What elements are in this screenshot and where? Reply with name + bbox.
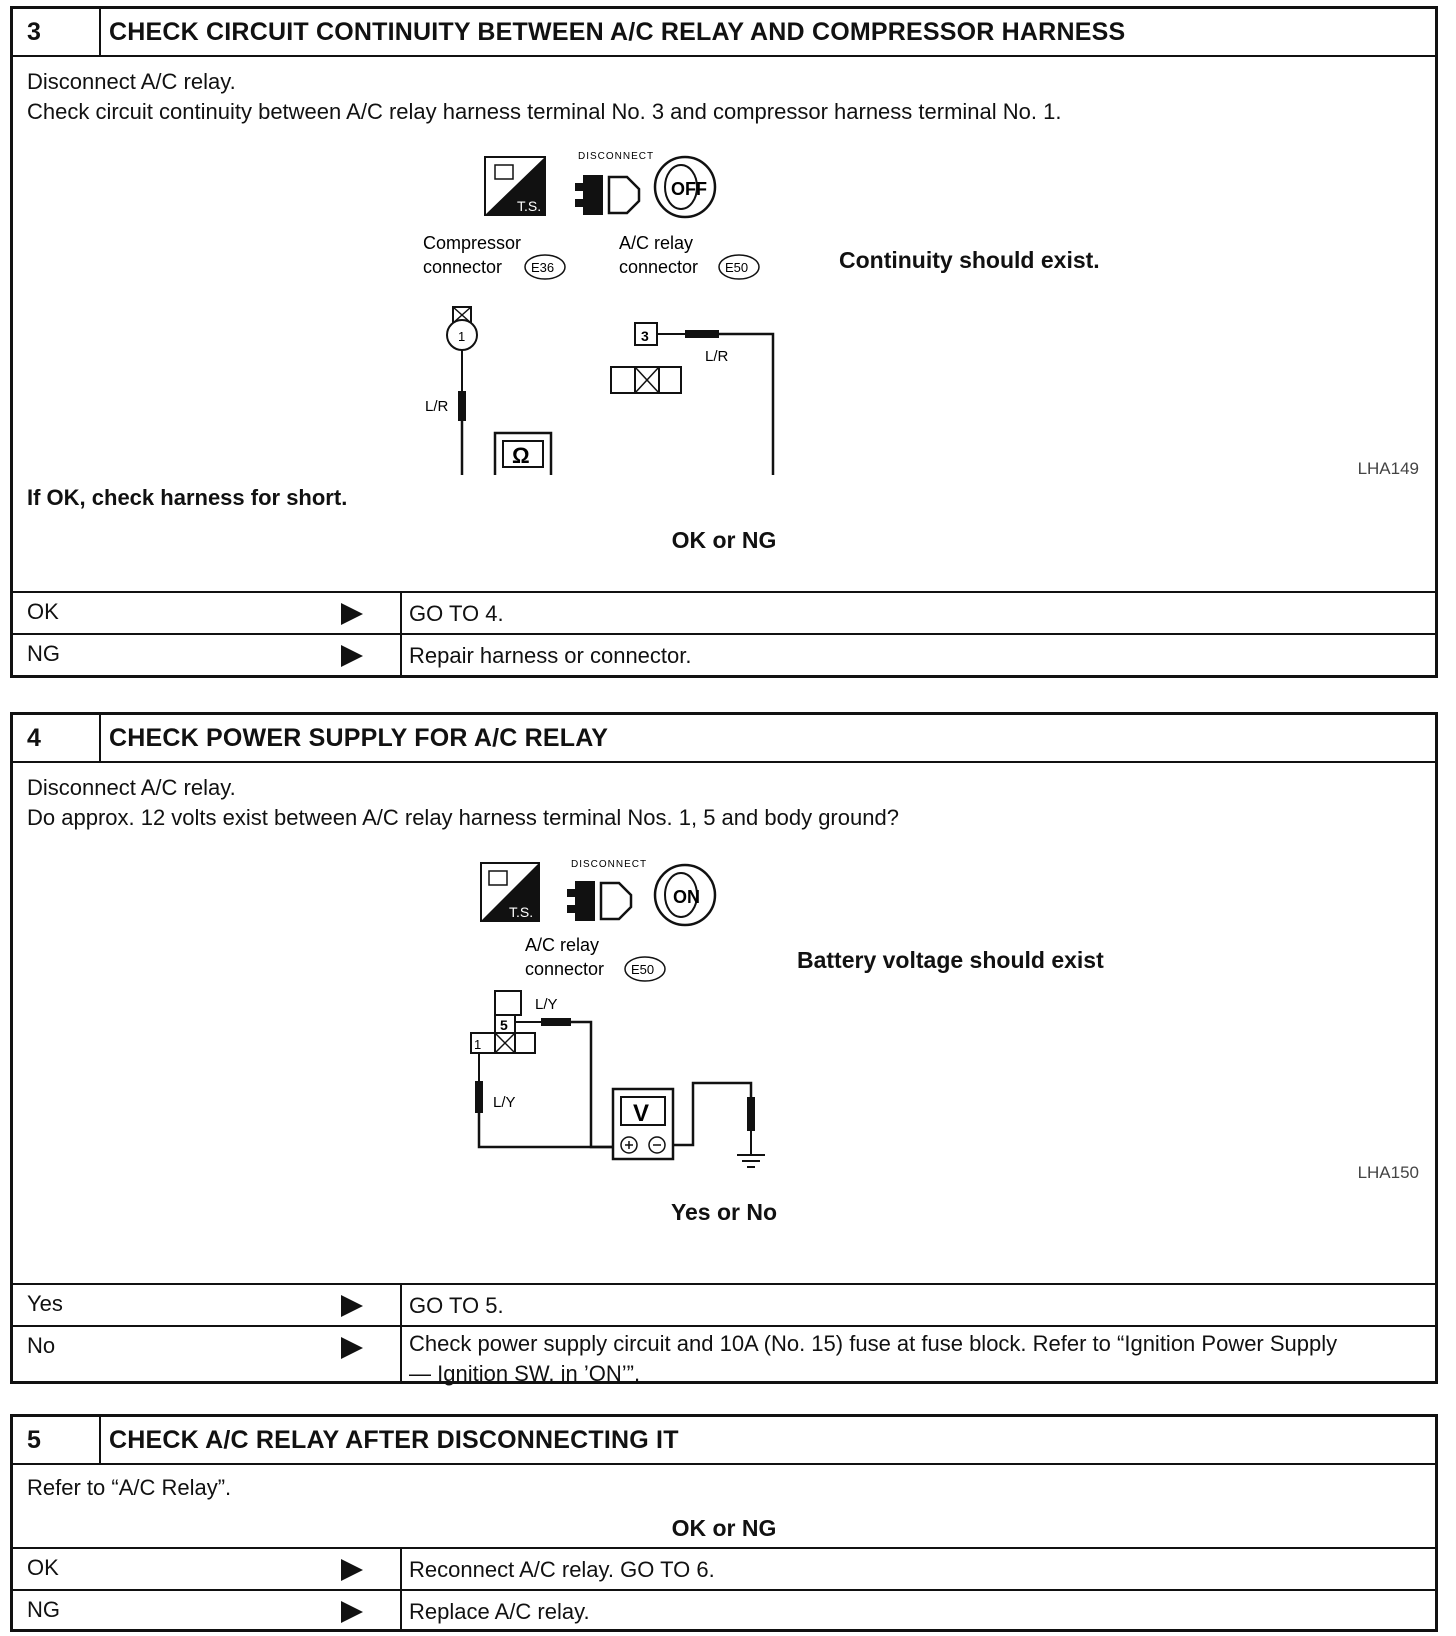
svg-text:DISCONNECT: DISCONNECT xyxy=(571,859,648,870)
svg-text:OFF: OFF xyxy=(671,179,707,199)
step-number: 3 xyxy=(13,9,101,55)
step-header xyxy=(13,1417,1435,1465)
svg-text:3: 3 xyxy=(641,328,649,344)
arrow-right-icon xyxy=(341,1295,363,1317)
svg-text:1: 1 xyxy=(458,329,466,344)
arrow-right-icon xyxy=(341,1337,363,1359)
step-header xyxy=(13,715,1435,763)
svg-text:ON: ON xyxy=(673,887,700,907)
svg-text:Compressor: Compressor xyxy=(423,233,522,253)
step-body xyxy=(13,57,1435,593)
svg-text:5: 5 xyxy=(500,1017,508,1033)
step-number: 4 xyxy=(13,715,101,761)
disconnect-icon xyxy=(575,151,654,215)
arrow-right-icon xyxy=(341,645,363,667)
svg-text:T.S.: T.S. xyxy=(509,904,534,920)
key-on-icon xyxy=(655,865,715,925)
arrow-right-icon xyxy=(341,603,363,625)
result-row xyxy=(13,1283,1435,1327)
svg-text:E36: E36 xyxy=(531,260,555,275)
result-label: Yes xyxy=(27,1291,63,1316)
svg-text:A/C relay: A/C relay xyxy=(619,233,694,253)
key-off-icon xyxy=(655,157,715,217)
step-header xyxy=(13,9,1435,57)
result-label: No xyxy=(27,1333,56,1358)
step-title: CHECK POWER SUPPLY FOR A/C RELAY xyxy=(109,723,609,752)
svg-text:connector: connector xyxy=(423,257,503,277)
svg-text:E50: E50 xyxy=(725,260,749,275)
step-title: CHECK CIRCUIT CONTINUITY BETWEEN A/C RELAY AND COMPRESSOR HARNESS xyxy=(109,17,1126,46)
svg-text:V: V xyxy=(633,1100,650,1127)
result-label: OK xyxy=(27,599,59,624)
svg-text:A/C relay: A/C relay xyxy=(525,935,600,955)
result-row xyxy=(13,633,1435,677)
step-body xyxy=(13,1465,1435,1549)
svg-text:1: 1 xyxy=(474,1037,482,1052)
result-action: Replace A/C relay. xyxy=(409,1599,590,1624)
result-question: OK or NG xyxy=(671,1515,777,1541)
result-row xyxy=(13,591,1435,635)
callout-text: Continuity should exist. xyxy=(839,247,1100,273)
ts-icon xyxy=(485,157,545,215)
result-row xyxy=(13,1547,1435,1591)
result-question: Yes or No xyxy=(670,1199,778,1225)
figure-id: LHA150 xyxy=(1357,1163,1419,1182)
step-5-box xyxy=(10,1414,1438,1632)
svg-text:L/R: L/R xyxy=(705,348,729,365)
instruction-line: Check circuit continuity between A/C relay harness terminal No. 3 and compressor harness terminal No. 1. xyxy=(27,99,1062,124)
ts-icon xyxy=(481,863,539,921)
result-label: NG xyxy=(27,641,60,666)
svg-text:L/Y: L/Y xyxy=(535,996,558,1013)
disconnect-icon xyxy=(567,859,647,921)
result-row xyxy=(13,1325,1435,1386)
svg-text:L/R: L/R xyxy=(425,398,449,415)
step-4-box xyxy=(10,712,1438,1384)
callout-text: Battery voltage should exist xyxy=(797,947,1104,973)
figure-id: LHA149 xyxy=(1357,459,1419,478)
instruction-line: Refer to “A/C Relay”. xyxy=(27,1475,232,1500)
svg-text:Ω: Ω xyxy=(512,443,530,468)
svg-text:T.S.: T.S. xyxy=(517,198,542,214)
result-question: OK or NG xyxy=(671,527,777,553)
instruction-line: Disconnect A/C relay. xyxy=(27,69,236,94)
instruction-line: Disconnect A/C relay. xyxy=(27,775,236,800)
instruction-line: Do approx. 12 volts exist between A/C relay harness terminal Nos. 1, 5 and body ground? xyxy=(27,805,899,830)
arrow-right-icon xyxy=(341,1559,363,1581)
step-number: 5 xyxy=(13,1417,101,1463)
note-text: If OK, check harness for short. xyxy=(27,485,348,510)
result-label: OK xyxy=(27,1555,59,1580)
voltage-test-diagram xyxy=(453,857,773,1187)
result-action: Repair harness or connector. xyxy=(409,643,692,668)
svg-text:DISCONNECT: DISCONNECT xyxy=(578,151,655,162)
step-body xyxy=(13,763,1435,1285)
step-3-box xyxy=(10,6,1438,678)
result-label: NG xyxy=(27,1597,60,1622)
result-row xyxy=(13,1589,1435,1631)
result-action: GO TO 4. xyxy=(409,601,504,626)
svg-text:L/Y: L/Y xyxy=(493,1094,516,1111)
result-action: GO TO 5. xyxy=(409,1293,504,1318)
svg-text:E50: E50 xyxy=(631,962,655,977)
step-title: CHECK A/C RELAY AFTER DISCONNECTING IT xyxy=(109,1425,679,1454)
continuity-test-diagram xyxy=(423,145,843,475)
svg-text:connector: connector xyxy=(525,959,605,979)
svg-text:connector: connector xyxy=(619,257,699,277)
result-action: Check power supply circuit and 10A (No. 15) fuse at fuse block. Refer to “Ignition Power Supply — Ignition SW. in ’ON’”. xyxy=(409,1331,1338,1386)
result-action: Reconnect A/C relay. GO TO 6. xyxy=(409,1557,715,1582)
arrow-right-icon xyxy=(341,1601,363,1623)
